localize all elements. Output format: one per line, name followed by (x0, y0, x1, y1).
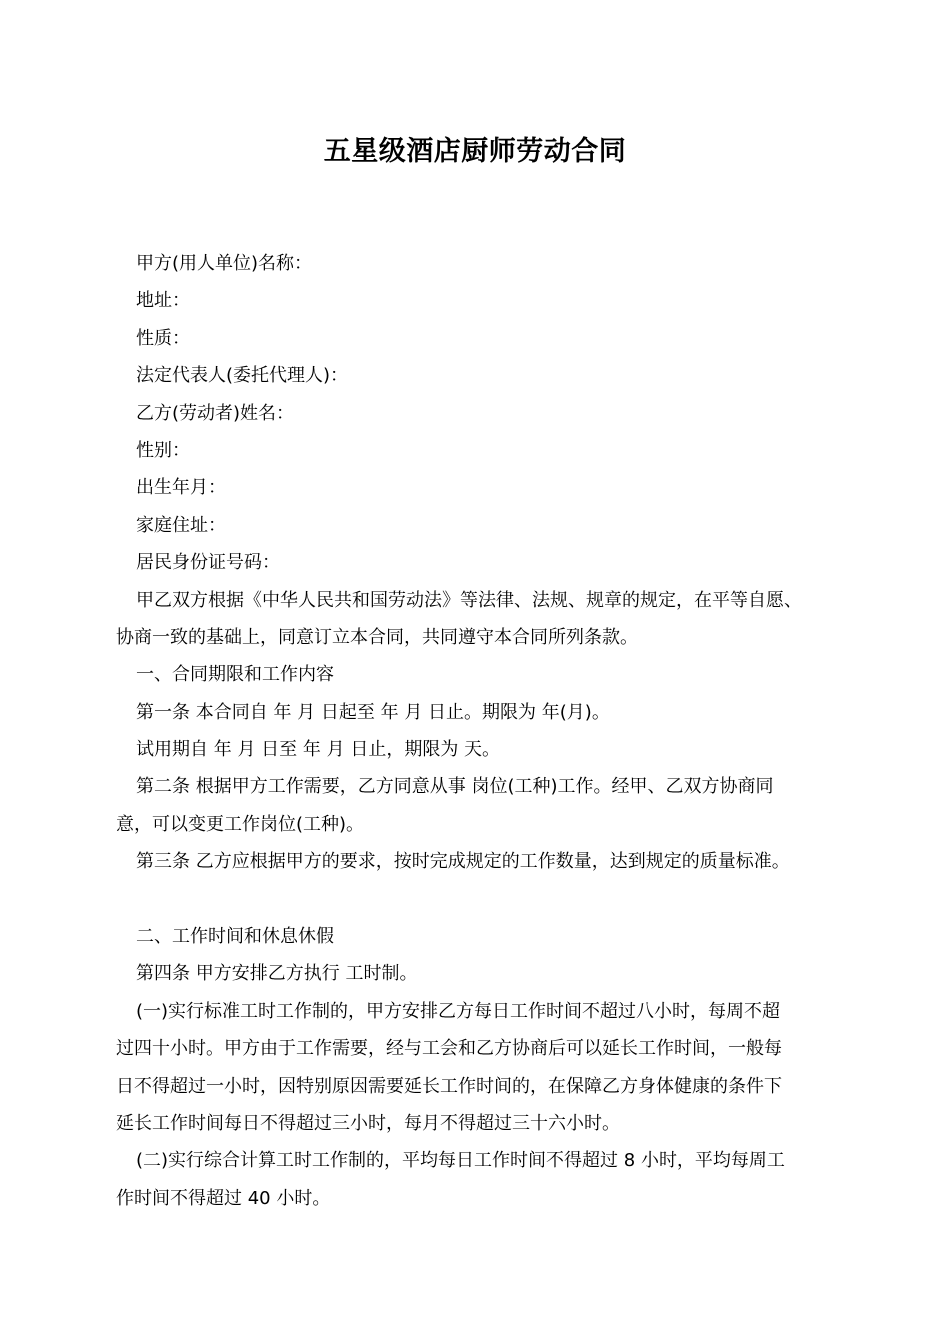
text-line: 性质： (136, 327, 190, 349)
text-line: (二)实行综合计算工时工作制的，平均每日工作时间不得超过 8 小时，平均每周工 (136, 1150, 785, 1172)
text-line: 一、合同期限和工作内容 (136, 664, 334, 686)
document-title: 五星级酒店厨师劳动合同 (323, 136, 627, 167)
text-line: 二、工作时间和休息休假 (136, 926, 334, 948)
text-line: 法定代表人(委托代理人)： (136, 365, 349, 387)
text-line: 甲方(用人单位)名称： (136, 253, 313, 274)
text-line: 性别： (136, 439, 190, 461)
text-line: 意，可以变更工作岗位(工种)。 (116, 813, 365, 835)
text-line: 过四十小时。甲方由于工作需要，经与工会和乙方协商后可以延长工作时间，一般每 (116, 1038, 782, 1060)
text-line: 延长工作时间每日不得超过三小时，每月不得超过三十六小时。 (116, 1112, 620, 1134)
text-line: 甲乙双方根据《中华人民共和国劳动法》等法律、法规、规章的规定，在平等自愿、 (136, 589, 802, 611)
text-line: 日不得超过一小时，因特别原因需要延长工作时间的，在保障乙方身体健康的条件下 (116, 1075, 782, 1097)
text-line: 地址： (136, 290, 190, 312)
text-line: 家庭住址： (136, 514, 226, 536)
text-line: (一)实行标准工时工作制的，甲方安排乙方每日工作时间不超过八小时，每周不超 (136, 1000, 781, 1022)
text-line: 作时间不得超过 40 小时。 (116, 1187, 331, 1209)
text-line: 第一条 本合同自 年 月 日起至 年 月 日止。期限为 年(月)。 (136, 701, 610, 723)
text-line: 出生年月： (136, 477, 226, 499)
text-line: 居民身份证号码： (136, 552, 280, 574)
text-line: 第四条 甲方安排乙方执行 工时制。 (136, 963, 418, 985)
text-line: 试用期自 年 月 日至 年 月 日止，期限为 天。 (136, 739, 501, 761)
text-line: 乙方(劳动者)姓名： (136, 402, 295, 424)
text-line: 协商一致的基础上，同意订立本合同，共同遵守本合同所列条款。 (116, 626, 638, 648)
text-line: 第二条 根据甲方工作需要，乙方同意从事 岗位(工种)工作。经甲、乙双方协商同 (136, 776, 774, 798)
text-line: 第三条 乙方应根据甲方的要求，按时完成规定的工作数量，达到规定的质量标准。 (136, 851, 790, 873)
document-body (116, 245, 838, 1217)
blank-line (116, 881, 838, 918)
